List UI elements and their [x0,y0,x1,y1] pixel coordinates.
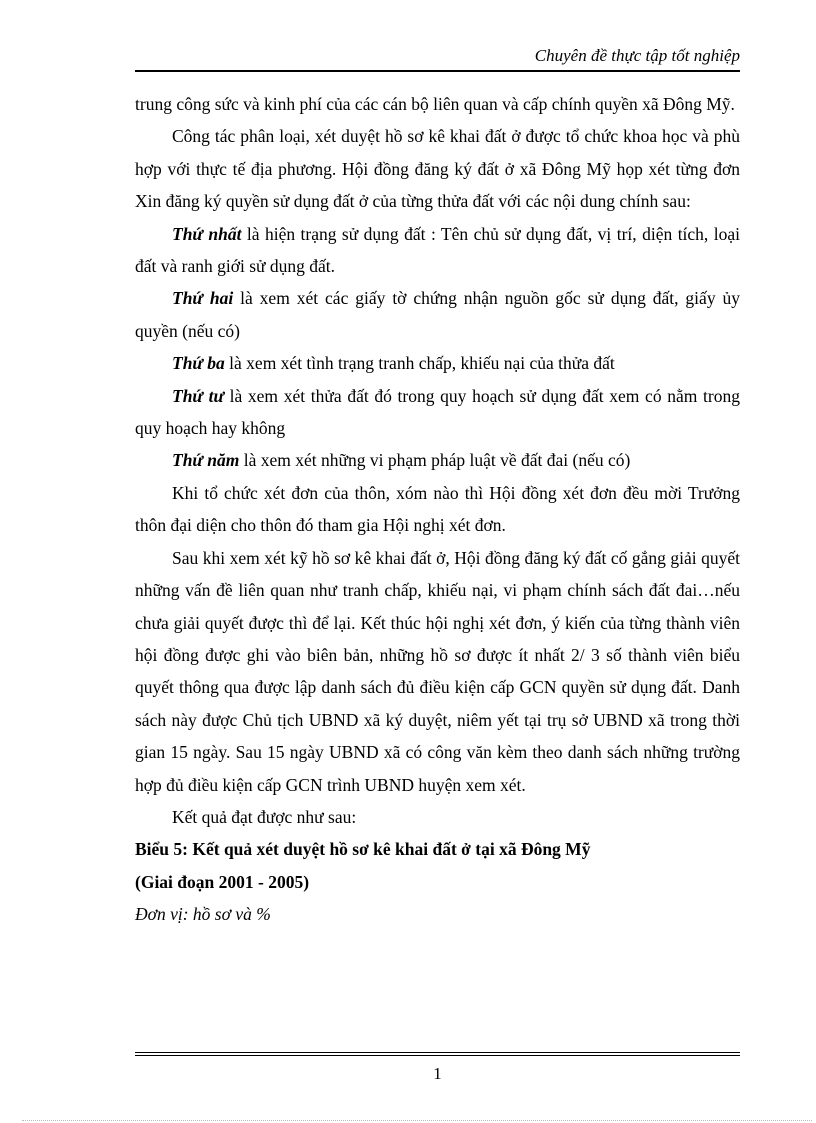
page-edge [22,1120,812,1121]
paragraph-item-1 [135,218,740,283]
paragraph-item-5 [135,444,740,476]
item-4-lead: Thứ tư [172,385,224,406]
paragraph-classification: Công tác phân loại, xét duyệt hồ sơ kê khai đất ở được tổ chức khoa học và phù hợp với thực tế địa phương. Hội đồng đăng ký đất ở xã Đông Mỹ họp xét từng đơn Xin đăng ký quyền sử dụng đất ở của từng thửa đất với các nội dung chính sau: [135,126,740,212]
footer-rule [135,1052,740,1053]
item-1-lead: Thứ nhất [172,223,242,244]
paragraph-review-process: Sau khi xem xét kỹ hồ sơ kê khai đất ở, Hội đồng đăng ký đất cố gắng giải quyết những vấn đề liên quan như tranh chấp, khiếu nại, vi phạm chính sách đất đai…nếu chưa giải quyết được thì để lại. Kết thúc hội nghị xét đơn, ý kiến của từng thành viên hội đồng được ghi vào biên bản, những hồ sơ được ít nhất 2/ 3 số thành viên biểu quyết thông qua được lập danh sách đủ điều kiện cấp GCN quyền sử dụng đất. Danh sách này được Chủ tịch UBND xã ký duyệt, niêm yết tại trụ sở UBND xã trong thời gian 15 ngày. Sau 15 ngày UBND xã có công văn kèm theo danh sách những trường hợp đủ điều kiện cấp GCN trình UBND huyện xem xét. [135,547,740,795]
footer-rule-secondary [135,1055,740,1056]
paragraph-village-review: Khi tổ chức xét đơn của thôn, xóm nào thì Hội đồng xét đơn đều mời Trưởng thôn đại diện cho thôn đó tham gia Hội nghị xét đơn. [135,482,740,536]
item-3-lead: Thứ ba [172,353,225,374]
page-number: 1 [433,1064,442,1083]
table-caption-period: (Giai đoạn 2001 - 2005) [135,871,310,892]
paragraph-results-intro: Kết quả đạt được như sau: [172,806,357,827]
item-5-text: là xem xét những vi phạm pháp luật về đất đai (nếu có) [239,450,631,471]
item-3-text: là xem xét tình trạng tranh chấp, khiếu nại của thửa đất [224,353,615,374]
header-rule [135,70,740,72]
paragraph-item-4 [135,380,740,445]
table-unit: Đơn vị: hồ sơ và % [135,904,271,925]
paragraph-continuation: trung công sức và kinh phí của các cán bộ liên quan và cấp chính quyền xã Đông Mỹ. [135,94,735,114]
document-body [135,88,740,931]
table-caption-title: Biểu 5: Kết quả xét duyệt hồ sơ kê khai đất ở tại xã Đông Mỹ [135,839,591,860]
item-5-lead: Thứ năm [172,450,240,471]
item-2-text: là xem xét các giấy tờ chứng nhận nguồn gốc sử dụng đất, giấy ủy quyền (nếu có) [135,288,740,341]
item-4-text: là xem xét thửa đất đó trong quy hoạch sử dụng đất xem có nằm trong quy hoạch hay không [135,385,740,439]
item-2-lead: Thứ hai [172,288,234,309]
paragraph-item-2 [135,282,740,347]
item-1-text: là hiện trạng sử dụng đất : Tên chủ sử dụng đất, vị trí, diện tích, loại đất và ranh giới sử dụng đất. [135,223,740,277]
running-header: Chuyên đề thực tập tốt nghiệp [534,46,740,65]
paragraph-item-3 [135,347,740,379]
